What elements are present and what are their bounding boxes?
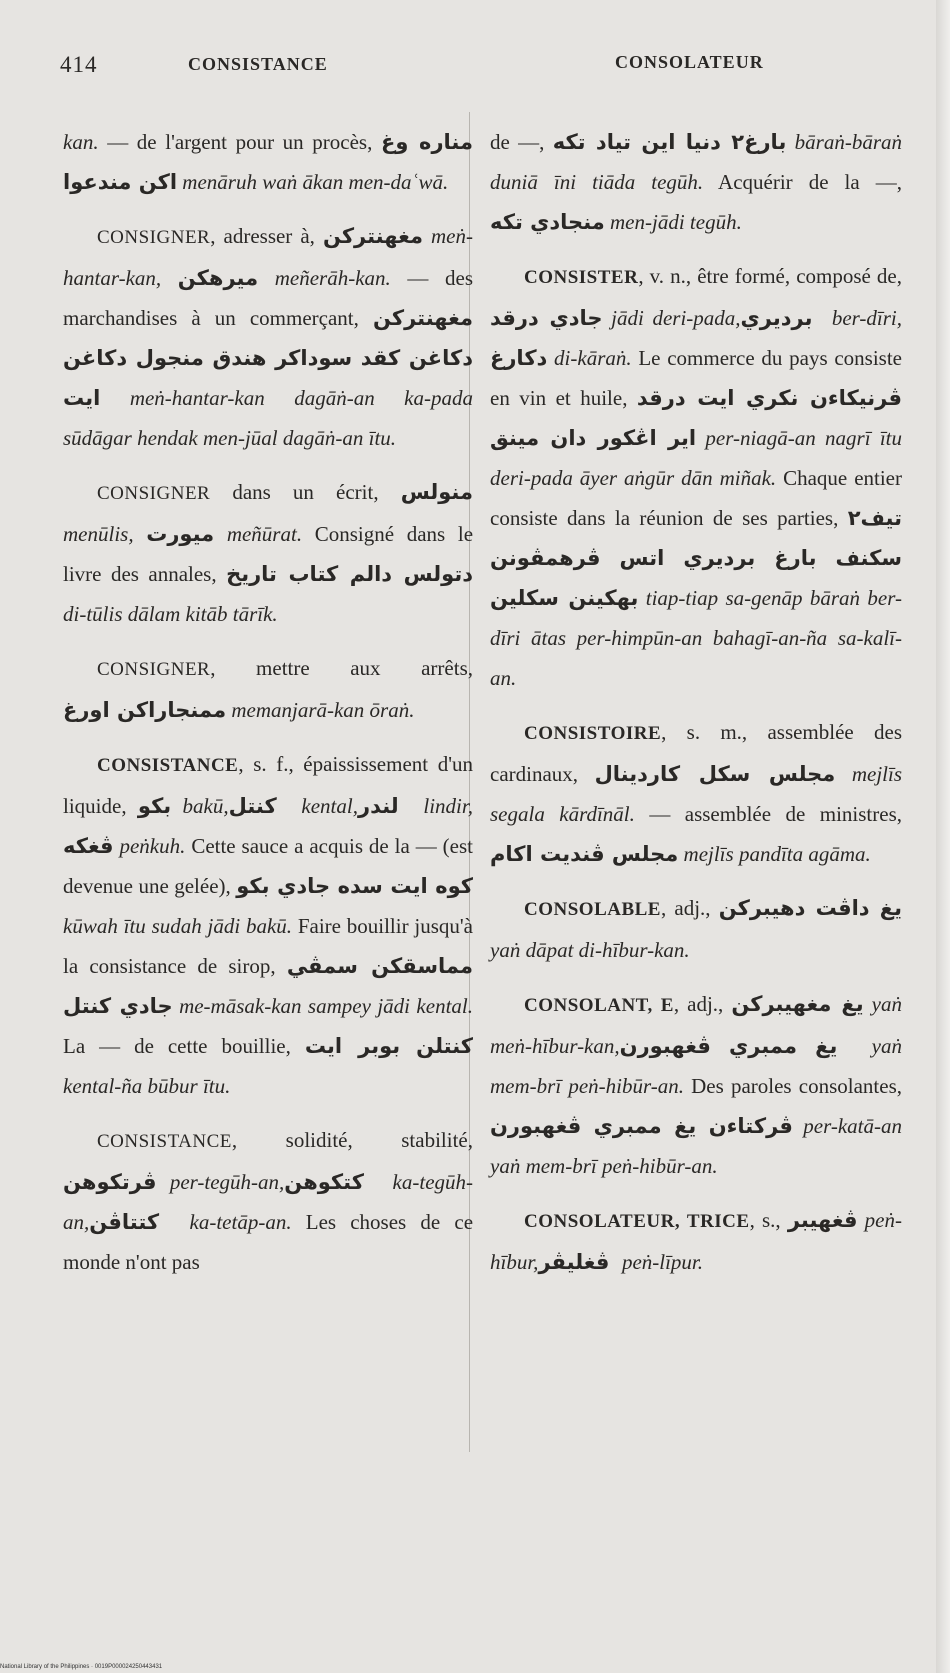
dictionary-entry-consister: CONSISTER, v. n., être formé, composé de, جادي درقد jādi deri-pada, برديري ber-dīri, دكارغ di-kāraṅ. Le commerce du pays consiste en vin et huile, ڤرنيكاءن نكري ايت درقد اير اڠكور دان مينق per-niagā-an nagrī ītu deri-pada āyer aṅgūr dān miñak. Chaque entier consiste dans la réunion de ses parties, تيف۲ سكنف بارغ برديري اتس ڤرهمڤونن بهكينن سكلين tiap-tiap sa-genāp bāraṅ ber-dīri ātas per-himpūn-an bahagī-an-ña sa-kalī-an. [490, 264, 902, 690]
headword: CONSIGNER [97, 659, 211, 680]
dictionary-entry-consolant: CONSOLANT, E, adj., يغ مغهيبركن yaṅ meṅ-hībur-kan, يغ ممبري ڤغهبورن yaṅ mem-brī peṅ-hibūr-an. Des paroles consolantes, ڤركتاءن يغ ممبري ڤغهبورن per-katā-an yaṅ mem-brī peṅ-hibūr-an. [490, 992, 903, 1178]
dictionary-entry-consistance-1: CONSISTANCE, s. f., épaississement d'un liquide, بكو bakū, كنتل kental, لندر lindir, ڤغكه peṅkuh. Cette sauce a acquis de la — (est devenue une gelée), كوه ايت سده جادي بكو kūwah ītu sudah jādi bakū. Faire bouillir jusqu'à la consistance de sirop, مماسقكن سمڤي جادي كنتل me-māsak-kan sampey jādi kental. La — de cette bouillie, كنتلن بوبر ايت kental-ña būbur ītu. [63, 752, 473, 1098]
headword: CONSIGNER [97, 483, 211, 504]
headword: CONSISTER [524, 267, 639, 288]
headword: CONSISTANCE [97, 1131, 232, 1152]
dictionary-entry-consigner-3: CONSIGNER, mettre aux arrêts, ممنجاراكن اورغ memanjarā-kan ōraṅ. [63, 656, 473, 722]
headword: CONSISTOIRE [524, 723, 662, 744]
page-header [60, 52, 890, 82]
running-head-left: CONSISTANCE [188, 54, 328, 74]
right-column [490, 122, 902, 1296]
dictionary-entry-consolable: CONSOLABLE, adj., يغ داڤت دهيبركن yaṅ dāpat di-hībur-kan. [490, 896, 903, 962]
page-fold-shadow [936, 0, 950, 1673]
left-column [63, 122, 473, 1296]
dictionary-entry-continuation: kan. — de l'argent pour un procès, مناره وغ اكن مندعوا menāruh waṅ ākan men-daʿwā. [63, 130, 473, 194]
headword: CONSOLANT, E [524, 995, 674, 1016]
dictionary-entry-consistoire: CONSISTOIRE, s. m., assemblée des cardinaux, مجلس سكل كاردينال mejlīs segala kārdīnāl. — assemblée de ministres, مجلس ڤنديت اكام mejlīs pandīta agāma. [490, 720, 902, 866]
dictionary-entry-consistance-2: CONSISTANCE, solidité, stabilité, ڤرتكوهن per-tegūh-an, كتكوهن ka-tegūh-an, كتتاڤن ka-tetāp-an. Les choses de ce monde n'ont pas [63, 1128, 474, 1274]
dictionary-entry-consigner-1: CONSIGNER, adresser à, مغهنتركن meṅ-hantar-kan, ميرهكن meñerāh-kan. — des marchandises à un commerçant, مغهنتركن دكاغن كقد سوداكر هندق منجول دكاغن ايت meṅ-hantar-kan dagāṅ-an ka-pada sūdāgar hendak men-jūal dagāṅ-an ītu. [63, 224, 474, 450]
scan-provenance-footer: National Library of the Philippines · 0019P000024250443431 [0, 1664, 163, 1670]
dictionary-entry-consigner-2: CONSIGNER dans un écrit, منولس menūlis, ميورت meñūrat. Consigné dans le livre des annales, دتولس دالم كتاب تاريخ di-tūlis dālam kitāb tārīk. [63, 480, 474, 626]
headword: CONSIGNER [97, 227, 211, 248]
headword: CONSOLABLE [524, 899, 661, 920]
headword: CONSOLATEUR, TRICE [524, 1211, 750, 1232]
headword: CONSISTANCE [97, 755, 239, 776]
dictionary-entry-continuation: de —, بارغ۲ دنيا اين تياد تكه bāraṅ-bāraṅ duniā īni tiāda tegūh. Acquérir de la —, منجادي تكه men-jādi tegūh. [490, 130, 902, 234]
page-number: 414 [60, 52, 98, 77]
running-head-right: CONSOLATEUR [615, 52, 764, 72]
dictionary-entry-consolateur: CONSOLATEUR, TRICE, s., ڤغهيبر peṅ-hībur, ڤغليڤر peṅ-līpur. [490, 1208, 902, 1274]
